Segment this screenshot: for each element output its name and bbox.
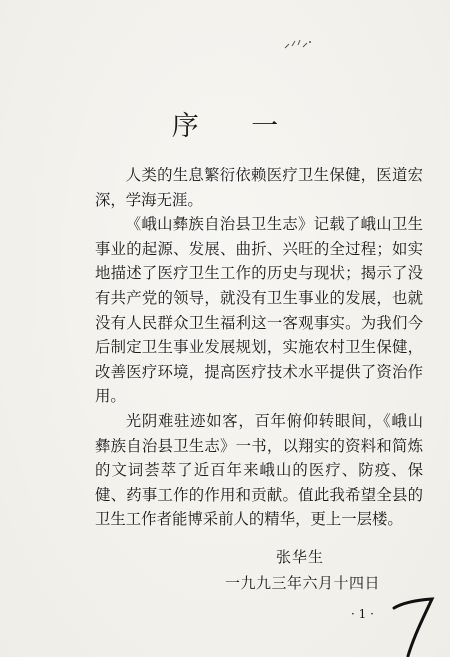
- ink-speck-mark: [283, 36, 313, 52]
- preface-body: [95, 163, 423, 532]
- page-number: · 1 ·: [351, 607, 374, 621]
- signature-date: 一九九三年六月十四日: [225, 574, 381, 592]
- paragraph-2: 《峨山彝族自治县卫生志》记载了峨山卫生事业的起源、发展、曲折、兴旺的全过程；如实地描述了医疗卫生工作的历史与现状；揭示了没有共产党的领导，就没有卫生事业的发展，也就没有人民群众卫生福利这一客观事实。为我们今后制定卫生事业发展规划，实施农村卫生保健，改善医疗环境，提高医疗技术水平提供了资治作用。: [95, 215, 423, 406]
- paragraph-1: 人类的生息繁衍依赖医疗卫生保健，医道宏深，学海无涯。: [95, 166, 423, 209]
- page-title: 序 一: [171, 111, 301, 142]
- paragraph-3: 光阴难驻迹如客，百年俯仰转眼间，《峨山彝族自治县卫生志》一书，以翔实的资料和简炼的文词荟萃了近百年来峨山的医疗、防疫、保健、药事工作的作用和贡献。值此我希望全县的卫生工作者能博采前人的精华，更上一层楼。: [95, 411, 423, 529]
- handwritten-one-mark: [388, 596, 438, 657]
- signature-name: 张华生: [276, 548, 325, 566]
